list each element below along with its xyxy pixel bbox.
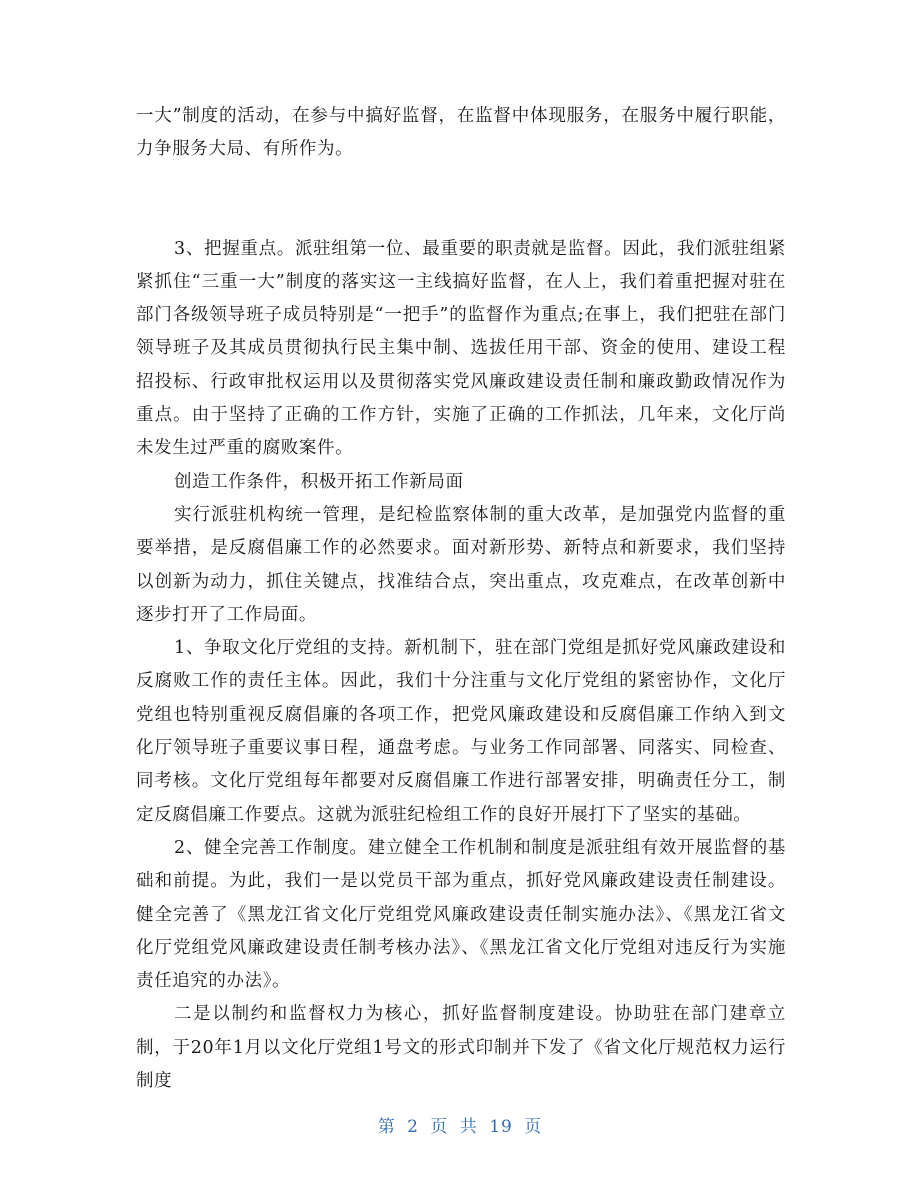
paragraph-support: 1、争取文化厅党组的支持。新机制下，驻在部门党组是抓好党风廉政建设和反腐败工作的责任主体。因此，我们十分注重与文化厅党组的紧密协作，文化厅党组也特别重视反腐倡廉的各项工作，把党风廉政建设和反腐倡廉工作纳入到文化厅领导班子重要议事日程，通盘考虑。与业务工作同部署、同落实、同检查、同考核。文化厅党组每年都要对反腐倡廉工作进行部署安排，明确责任分工，制定反腐倡廉工作要点。这就为派驻纪检组工作的良好开展打下了坚实的基础。 <box>136 638 786 825</box>
paragraph-continuation: 一大”制度的活动，在参与中搞好监督，在监督中体现服务，在服务中履行职能，力争服务大局、有所作为。 <box>136 106 786 160</box>
paragraph-reform: 实行派驻机构统一管理，是纪检监察体制的重大改革，是加强党内监督的重要举措，是反腐倡廉工作的必然要求。面对新形势、新特点和新要求，我们坚持以创新为动力，抓住关键点，找准结合点，突出重点，攻克难点，在改革创新中逐步打开了工作局面。 <box>136 504 786 625</box>
page-number-footer: 第 2 页 共 19 页 <box>377 1117 543 1137</box>
paragraph-supervision: 二是以制约和监督权力为核心，抓好监督制度建设。协助驻在部门建章立制，于20年1月以文化厅党组1号文的形式印制并下发了《省文化厅规范权力运行制度 <box>136 1004 786 1092</box>
paragraph-key-points: 3、把握重点。派驻组第一位、最重要的职责就是监督。因此，我们派驻组紧紧抓住“三重一大”制度的落实这一主线搞好监督，在人上，我们着重把握对驻在部门各级领导班子成员特别是“一把手”的监督作为重点;在事上，我们把驻在部门领导班子及其成员贯彻执行民主集中制、选拔任用干部、资金的使用、建设工程招投标、行政审批权运用以及贯彻落实党风廉政建设责任制和廉政勤政情况作为重点。由于坚持了正确的工作方针，实施了正确的工作抓法，几年来，文化厅尚未发生过严重的腐败案件。 <box>136 238 786 459</box>
document-body <box>136 100 786 1098</box>
section-heading: 创造工作条件，积极开拓工作新局面 <box>174 471 464 492</box>
paragraph-system: 2、健全完善工作制度。建立健全工作机制和制度是派驻组有效开展监督的基础和前提。为此，我们一是以党员干部为重点，抓好党风廉政建设责任制建设。健全完善了《黑龙江省文化厅党组党风廉政建设责任制实施办法》、《黑龙江省文化厅党组党风廉政建设责任制考核办法》、《黑龙江省文化厅党组对违反行为实施责任追究的办法》。 <box>136 837 786 992</box>
